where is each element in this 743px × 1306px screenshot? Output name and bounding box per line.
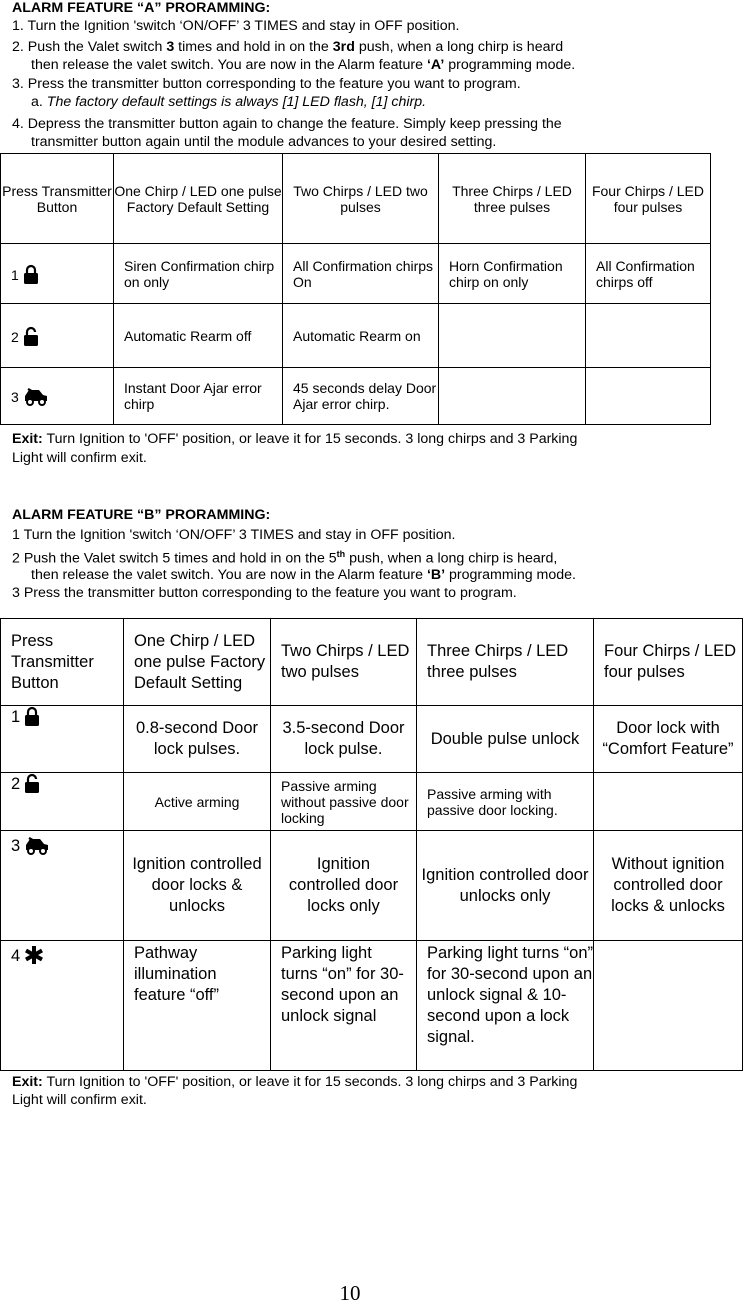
header-two-chirps: Two Chirps / LED two pulses: [283, 154, 439, 244]
header-four-chirps: Four Chirps / LED four pulses: [594, 619, 743, 706]
table-cell: Parking light turns “on” for 30-second upon an unlock signal & 10-second upon a lock signal.: [417, 941, 594, 1071]
table-cell: All Confirmation chirps off: [586, 244, 711, 304]
asterisk-icon: [24, 945, 44, 965]
section-b-exit-cont: Light will confirm exit.: [12, 1092, 147, 1108]
table-cell: Instant Door Ajar error chirp: [114, 368, 283, 425]
section-b-step-3: 3 Press the transmitter button corresponding to the feature you want to program.: [12, 585, 517, 601]
lock-open-icon: [24, 773, 40, 793]
table-cell: 45 seconds delay Door Ajar error chirp.: [283, 368, 439, 425]
header-four-chirps: Four Chirps / LED four pulses: [586, 154, 711, 244]
table-cell: [439, 304, 586, 368]
button-cell: 2: [1, 773, 124, 831]
table-row: [1, 368, 711, 425]
table-cell: Parking light turns “on” for 30- second upon an unlock signal: [271, 941, 417, 1071]
table-row: [1, 831, 743, 941]
section-a-exit-cont: Light will confirm exit.: [12, 450, 147, 466]
table-cell: Double pulse unlock: [417, 706, 594, 773]
button-cell: 1: [1, 244, 114, 304]
header-press-button: Press Transmitter Button: [1, 619, 124, 706]
feature-b-table: [0, 618, 743, 1071]
header-one-chirp: One Chirp / LED one pulse Factory Default Setting: [124, 619, 271, 706]
section-b-step-2: 2 Push the Valet switch 5 times and hold in on the 5th push, when a long chirp is heard,: [12, 549, 558, 567]
section-a-step-2: 2. Push the Valet switch 3 times and hold in on the 3rd push, when a long chirp is heard: [12, 39, 564, 55]
table-cell: [439, 368, 586, 425]
table-header-row: [1, 154, 711, 244]
table-cell: Ignition controlled door locks only: [271, 831, 417, 941]
table-row: [1, 773, 743, 831]
table-cell: Pathway illumination feature “off”: [124, 941, 271, 1071]
table-cell: Automatic Rearm off: [114, 304, 283, 368]
button-cell: 3: [1, 831, 124, 941]
section-a-step-2-cont: then release the valet switch. You are now in the Alarm feature ‘A’ programming mode.: [31, 57, 576, 73]
button-cell: 1: [1, 706, 124, 773]
lock-closed-icon: [23, 264, 39, 284]
header-two-chirps: Two Chirps / LED two pulses: [271, 619, 417, 706]
header-three-chirps: Three Chirps / LED three pulses: [439, 154, 586, 244]
table-header-row: [1, 619, 743, 706]
table-row: [1, 244, 711, 304]
table-cell: 3.5-second Door lock pulse.: [271, 706, 417, 773]
table-cell: Siren Confirmation chirp on only: [114, 244, 283, 304]
header-one-chirp: One Chirp / LED one pulse Factory Default Setting: [114, 154, 283, 244]
table-cell: Active arming: [124, 773, 271, 831]
table-cell: Ignition controlled door locks & unlocks: [124, 831, 271, 941]
page-number: 10: [339, 1281, 361, 1305]
table-row: [1, 941, 743, 1071]
section-a-step-4-cont: transmitter button again until the module advances to your desired setting.: [31, 134, 497, 150]
section-b-heading: ALARM FEATURE “B” PRORAMMING:: [12, 507, 271, 523]
feature-a-table: [0, 153, 711, 425]
section-b-exit: Exit: Turn Ignition to 'OFF' position, or leave it for 15 seconds. 3 long chirps and 3 Parking: [12, 1074, 578, 1090]
car-door-icon: [24, 835, 50, 855]
button-cell: 4: [1, 941, 124, 1071]
section-b-step-2-cont: then release the valet switch. You are now in the Alarm feature ‘B’ programming mode.: [31, 567, 576, 583]
table-cell: Automatic Rearm on: [283, 304, 439, 368]
section-a-step-3: 3. Press the transmitter button corresponding to the feature you want to program.: [12, 76, 521, 92]
car-door-icon: [23, 386, 49, 406]
lock-open-icon: [23, 326, 39, 346]
section-a-exit: Exit: Turn Ignition to 'OFF' position, or leave it for 15 seconds. 3 long chirps and 3 Parking: [12, 431, 578, 447]
table-cell: [586, 304, 711, 368]
table-cell: Horn Confirmation chirp on only: [439, 244, 586, 304]
section-a-step-4: 4. Depress the transmitter button again to change the feature. Simply keep pressing the: [12, 116, 562, 132]
table-cell: Passive arming without passive door locking: [271, 773, 417, 831]
section-b-step-1: 1 Turn the Ignition 'switch ‘ON/OFF’ 3 TIMES and stay in OFF position.: [12, 527, 456, 543]
table-cell: [594, 941, 743, 1071]
header-three-chirps: Three Chirps / LED three pulses: [417, 619, 594, 706]
section-a-heading: ALARM FEATURE “A” PRORAMMING:: [12, 0, 271, 16]
table-row: [1, 706, 743, 773]
table-cell: Passive arming with passive door locking.: [417, 773, 594, 831]
section-a-step-1: 1. Turn the Ignition 'switch ‘ON/OFF’ 3 TIMES and stay in OFF position.: [12, 18, 460, 34]
button-cell: 3: [1, 368, 114, 425]
table-cell: Door lock with “Comfort Feature”: [594, 706, 743, 773]
table-row: [1, 304, 711, 368]
table-cell: Without ignition controlled door locks & unlocks: [594, 831, 743, 941]
section-a-step-3a: a. The factory default settings is always [1] LED flash, [1] chirp.: [31, 94, 427, 110]
table-cell: 0.8-second Door lock pulses.: [124, 706, 271, 773]
lock-closed-icon: [24, 706, 40, 726]
table-cell: All Confirmation chirps On: [283, 244, 439, 304]
button-cell: 2: [1, 304, 114, 368]
table-cell: [594, 773, 743, 831]
header-press-button: Press Transmitter Button: [1, 154, 114, 244]
table-cell: [586, 368, 711, 425]
table-cell: Ignition controlled door unlocks only: [417, 831, 594, 941]
